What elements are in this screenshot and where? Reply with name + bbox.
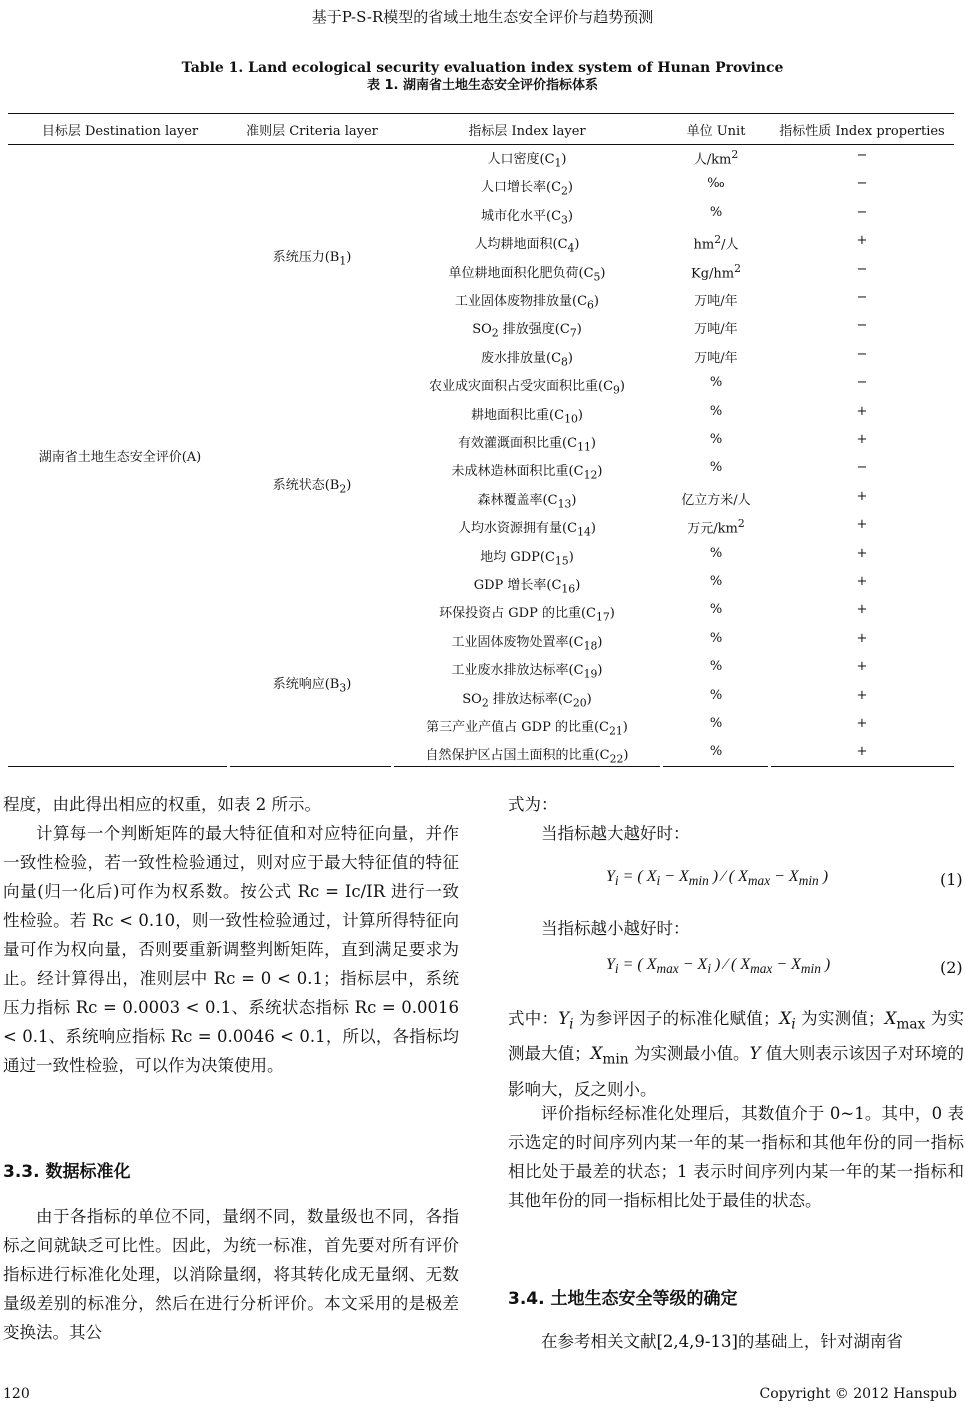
unit-cell: % [709, 744, 723, 760]
unit-cell: % [709, 602, 723, 618]
where-lead: 式中： [508, 1009, 559, 1028]
unit-cell: % [709, 432, 723, 447]
right-paragraph-1: 式为： [508, 795, 558, 814]
index-cell: $SO_2$ 排放达标率$(C_{20})$ [462, 691, 592, 710]
unit-cell: % [709, 375, 723, 391]
unit-cell: % [709, 403, 723, 419]
index-cell: 有效灌溉面积比重$(C_{11})$ [458, 436, 596, 454]
property-cell: − [856, 375, 868, 391]
formula-2: $Y_i$ = ( $X_{max} - X_i$ ) ⁄ ( $X_{max} - X_{min}$ ) [606, 956, 831, 977]
property-cell: + [856, 403, 868, 419]
unit-cell: % [709, 574, 723, 589]
property-cell: + [856, 602, 868, 618]
formula-2-number: (2) [940, 958, 963, 977]
condition-smaller-better: 当指标越小越好时： [541, 919, 690, 938]
variable-definitions: 式中：$Y_i$ 为参评因子的标准化赋值；$X_i$ 为实测值；$X_{max}$ 为实测最大值；$X_{min}$ 为实测最小值。Y 值大则表示该因子对环境的影响大，反之则小。 [508, 1009, 965, 1099]
property-cell: + [856, 744, 868, 760]
left-paragraph-2: 计算每一个判断矩阵的最大特征值和对应特征向量，并作一致性检验，若一致性检验通过，则对应于最大特征值的特征向量(归一化后)可作为权系数。按公式 Rc = Ic/IR 进行一致性检验。若 Rc < 0.10，则一致性检验通过，计算所得特征向量可作为权向量，否则要重新调整判断矩阵，直到满足要求为止。经计算得出，准则层中 Rc = 0 < 0.1；指标层中，系统压力指标 Rc = 0.0003 < 0.1、系统状态指标 Rc = 0.0016 < 0.1、系统响应指标 Rc = 0.0046 < 0.1，所以，各指标均通过一致性检验，可以作为决策使用。 [3, 824, 459, 1075]
unit-cell: 万吨/年 [694, 294, 738, 309]
index-cell: 农业成灾面积占受灾面积比重$(C_9)$ [429, 379, 625, 397]
table-bottom-rule-1 [8, 766, 227, 767]
criteria-label-b1: 系统压力$(B_1)$ [272, 250, 352, 268]
table-top-rule [8, 113, 954, 114]
table-bottom-rule-5 [771, 766, 954, 767]
property-cell: − [856, 460, 868, 476]
property-cell: + [856, 574, 868, 589]
index-cell: GDP 增长率$(C_{16})$ [473, 578, 581, 596]
unit-cell: $hm^2/$人 [693, 233, 739, 253]
index-cell: 单位耕地面积化肥负荷$(C_5)$ [448, 265, 606, 284]
unit-cell: % [709, 630, 723, 646]
property-cell: + [856, 687, 868, 703]
right-paragraph-last: 在参考相关文献[2,4,9-13]的基础上，针对湖南省 [541, 1332, 903, 1351]
where-xmin: 为实测最小值。 [633, 1044, 750, 1064]
index-cell: 第三产业产值占 GDP 的比重$(C_{21})$ [426, 720, 628, 738]
left-paragraph-3: 由于各指标的单位不同，量纲不同，数量级也不同，各指标之间就缺乏可比性。因此，为统一标准，首先要对所有评价指标进行标准化处理，以消除量纲，将其转化成无量纲、无数量级差别的标准分，然后在进行分析评价。本文采用的是极差变换法。其公 [3, 1207, 459, 1342]
index-cell: 人口密度$(C_1)$ [487, 152, 567, 170]
property-cell: + [856, 716, 868, 731]
unit-cell: % [709, 659, 723, 675]
unit-cell: $Kg/hm^2$ [690, 261, 741, 281]
unit-cell: ‰ [707, 176, 725, 192]
index-cell: $SO_2$ 排放强度$(C_7)$ [472, 322, 582, 340]
table-caption [0, 60, 965, 94]
property-cell: + [856, 630, 868, 646]
unit-cell: % [709, 204, 723, 220]
criteria-label-b2: 系统状态$(B_2)$ [272, 478, 352, 496]
table-caption-en: Table 1. Land ecological security evaluation index system of Hunan Province [181, 60, 784, 76]
table-bottom-rule-2 [230, 766, 391, 767]
header-properties: 指标性质 Index properties [779, 124, 945, 139]
index-cell: 城市化水平$(C_3)$ [481, 208, 573, 227]
page-number: 120 [3, 1386, 30, 1402]
where-y: 值大则表示该因子对环境的影响大，反之则小。 [508, 1044, 965, 1099]
left-paragraph-1: 程度，由此得出相应的权重，如表 2 所示。 [3, 795, 321, 814]
right-paragraph-range: 评价指标经标准化处理后，其数值介于 0~1。其中，0 表示选定的时间序列内某一年的某一指标和其他年份的同一指标相比处于最差的状态；1 表示时间序列内某一年的某一指标和其他年份的同一指标相比处于最佳的状态。 [508, 1104, 964, 1210]
header-unit: 单位 Unit [686, 124, 746, 139]
property-cell: + [856, 545, 868, 561]
index-cell: 自然保护区占国土面积的比重$(C_{22})$ [425, 748, 629, 766]
where-xi: 为实测值； [801, 1009, 885, 1028]
unit-cell: % [709, 716, 723, 731]
unit-cell: % [709, 545, 723, 561]
table-bottom-rule-4 [663, 766, 768, 767]
index-cell: 人均水资源拥有量$(C_{14})$ [458, 521, 596, 539]
formula-1: $Y_i$ = ( $X_i - X_{min}$ ) ⁄ ( $X_{max} - X_{min}$ ) [606, 868, 829, 889]
index-cell: 未成林造林面积比重$(C_{12})$ [451, 464, 603, 482]
unit-cell: 人$/km^2$ [693, 148, 739, 168]
property-cell: + [856, 659, 868, 675]
property-cell: + [856, 233, 868, 249]
unit-cell: 万吨/年 [694, 350, 738, 366]
unit-cell: 万元$/km^2$ [687, 517, 745, 537]
header-criteria: 准则层 Criteria layer [246, 124, 378, 139]
condition-larger-better: 当指标越大越好时： [541, 824, 690, 843]
index-cell: 环保投资占 GDP 的比重$(C_{17})$ [439, 606, 615, 624]
property-cell: − [856, 290, 868, 305]
index-cell: 人均耕地面积$(C_4)$ [474, 237, 580, 255]
index-cell: 工业废水排放达标率$(C_{19})$ [451, 663, 603, 681]
where-xmax: 为实测最大值； [508, 1009, 965, 1064]
index-cell: 工业固体废物处置率$(C_{18})$ [451, 634, 603, 653]
where-yi: 为参评因子的标准化赋值； [578, 1009, 780, 1028]
criteria-label-b3: 系统响应$(B_3)$ [272, 677, 352, 695]
copyright: Copyright © 2012 Hanspub [759, 1386, 957, 1402]
index-cell: 废水排放量$(C_8)$ [481, 350, 573, 369]
index-cell: 耕地面积比重$(C_{10})$ [471, 407, 583, 426]
goal-label: 湖南省土地生态安全评价(A) [38, 450, 202, 465]
table-bottom-rule-3 [394, 766, 660, 767]
running-header: 基于P-S-R模型的省域土地生态安全评价与趋势预测 [311, 8, 654, 26]
table-header-rule [8, 144, 954, 145]
index-cell: 人口增长率$(C_2)$ [481, 180, 573, 198]
index-cell: 地均 $GDP(C_{15})$ [480, 549, 574, 568]
property-cell: − [856, 148, 868, 163]
section-heading-3-4: 3.4. 土地生态安全等级的确定 [508, 1289, 738, 1309]
property-cell: + [856, 488, 868, 504]
property-cell: + [856, 517, 868, 533]
property-cell: − [856, 261, 868, 277]
header-destination: 目标层 Destination layer [41, 124, 199, 139]
unit-cell: 万吨/年 [694, 322, 738, 338]
header-index: 指标层 Index layer [468, 124, 586, 139]
section-heading-3-3: 3.3. 数据标准化 [3, 1162, 131, 1182]
property-cell: − [856, 318, 868, 334]
index-cell: 森林覆盖率$(C_{13})$ [477, 492, 577, 511]
formula-1-number: (1) [940, 870, 963, 889]
unit-cell: % [709, 460, 723, 476]
unit-cell: 亿立方米/人 [681, 492, 751, 508]
index-cell: 工业固体废物排放量$(C_6)$ [455, 294, 599, 312]
property-cell: − [856, 176, 868, 192]
unit-cell: % [709, 687, 723, 703]
property-cell: + [856, 432, 868, 447]
property-cell: − [856, 346, 868, 362]
table-caption-cn: 表 1. 湖南省土地生态安全评价指标体系 [366, 78, 599, 93]
property-cell: − [856, 204, 868, 220]
